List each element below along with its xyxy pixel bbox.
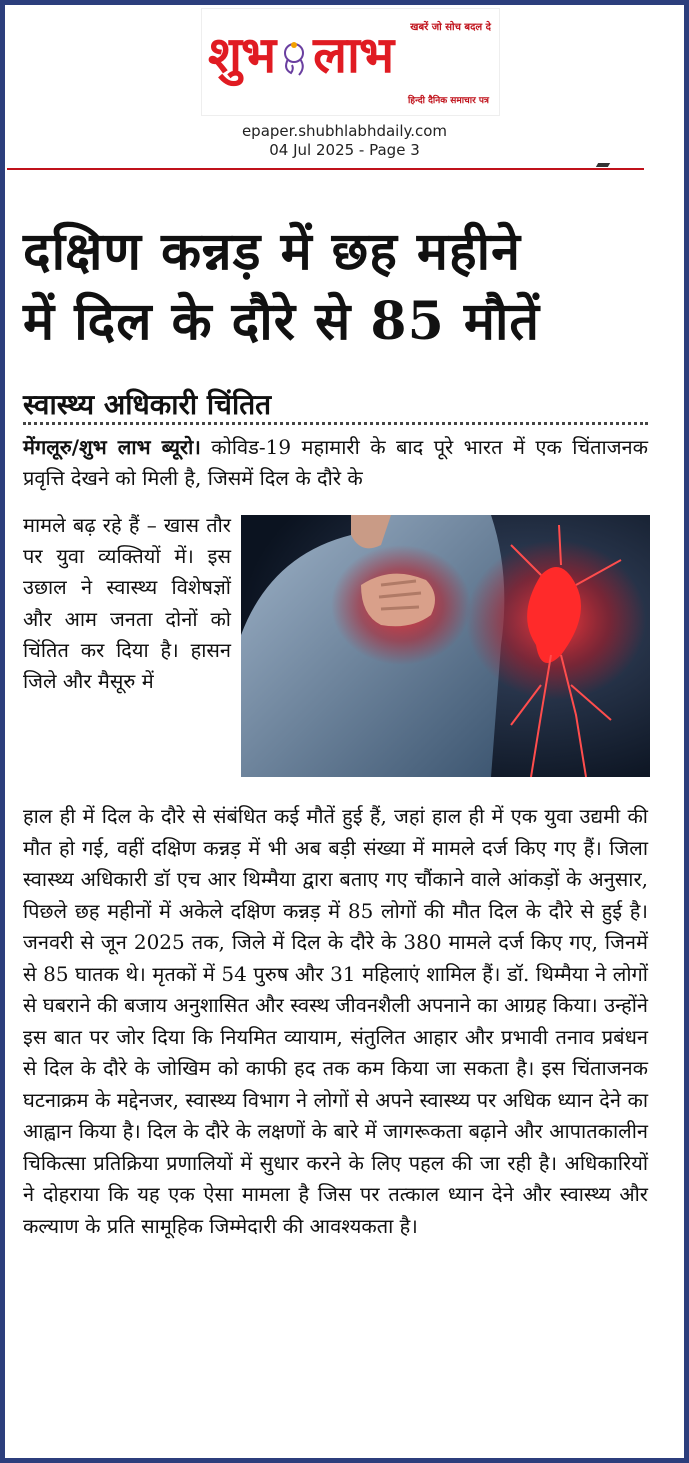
lead-text: कोविड-19 महामारी के बाद पूरे भारत में एक चिंताजनक प्रवृत्ति देखने को मिली है, जिसमें दिल के दौरे के bbox=[23, 435, 648, 490]
masthead-logo[interactable] bbox=[202, 9, 499, 115]
headline-line-2: में दिल के दौरे से 85 मौतें bbox=[23, 291, 541, 352]
edition-date-page: 04 Jul 2025 - Page 3 bbox=[269, 141, 420, 159]
site-url: epaper.shubhlabhdaily.com bbox=[241, 122, 448, 140]
article-left-column: मामले बढ़ रहे हैं – खास तौर पर युवा व्यक्तियों में। इस उछाल ने स्वास्थ्य विशेषज्ञों और आम जनता दोनों को चिंतित कर दिया है। हासन जिले और मैसूरु में bbox=[23, 513, 231, 694]
article-headline bbox=[23, 217, 648, 357]
article-body: हाल ही में दिल के दौरे से संबंधित कई मौतें हुई हैं, जहां हाल ही में एक युवा उद्यमी की मौत हो गई, वहीं दक्षिण कन्नड़ में भी अब बड़ी संख्या में मामले दर्ज किए गए हैं। जिला स्वास्थ्य अधिकारी डॉ एच आर थिम्मैया द्वारा बताए गए चौंकाने वाले आंकड़ों के अनुसार, पिछले छह महीनों में अकेले दक्षिण कन्नड़ में 85 लोगों की मौत दिल के दौरे से हुई है। जनवरी से जून 2025 तक, जिले में दिल के दौरे के 380 मामले दर्ज किए गए, जिनमें से 85 घातक थे। मृतकों में 54 पुरुष और 31 महिलाएं शामिल हैं। डॉ. थिम्मैया ने लोगों से घबराने की बजाय अनुशासित और स्वस्थ जीवनशैली अपनाने का आग्रह किया। उन्होंने इस बात पर जोर दिया कि नियमित व्यायाम, संतुलित आहार और प्रभावी तनाव प्रबंधन से दिल के दौरे के जोखिम को काफी हद तक कम किया जा सकता है। इस चिंताजनक घटनाक्रम के मद्देनजर, स्वास्थ्य विभाग ने लोगों से अपने स्वास्थ्य पर अधिक ध्यान देने का आह्वान किया है। दिल के दौरे के लक्षणों के बारे में जागरूकता बढ़ाने और आपातकालीन चिकित्सा प्रतिक्रिया प्रणालियों में सुधार करने के लिए पहल की जा रही है। अधिकारियों ने दोहराया कि यह एक ऐसा मामला है जिस पर तत्काल ध्यान देने और स्वास्थ्य और कल्याण के प्रति सामूहिक जिम्मेदारी की आवश्यकता है। bbox=[23, 804, 648, 1238]
article-lead bbox=[23, 432, 648, 494]
article-dateline: मेंगलूरु/शुभ लाभ ब्यूरो। bbox=[23, 435, 201, 459]
logo-right-word: लाभ bbox=[313, 26, 394, 84]
masthead-tagline: खबरें जो सोच बदल दे bbox=[410, 22, 491, 33]
header-rule bbox=[7, 168, 644, 170]
dotted-divider bbox=[23, 422, 648, 425]
heart-illustration bbox=[241, 515, 650, 777]
article-subheadline: स्वास्थ्य अधिकारी चिंतित bbox=[23, 388, 272, 421]
ganesha-emblem-icon bbox=[279, 39, 309, 79]
logo-left-word: शुभ bbox=[208, 26, 276, 84]
article-photo-heart-attack bbox=[241, 515, 650, 777]
headline-line-1: दक्षिण कन्नड़ में छह महीने bbox=[23, 221, 521, 282]
header-rule-mark bbox=[596, 163, 610, 167]
masthead-subtag: हिन्दी दैनिक समाचार पत्र bbox=[407, 96, 489, 106]
logo-wordmark bbox=[208, 27, 393, 83]
